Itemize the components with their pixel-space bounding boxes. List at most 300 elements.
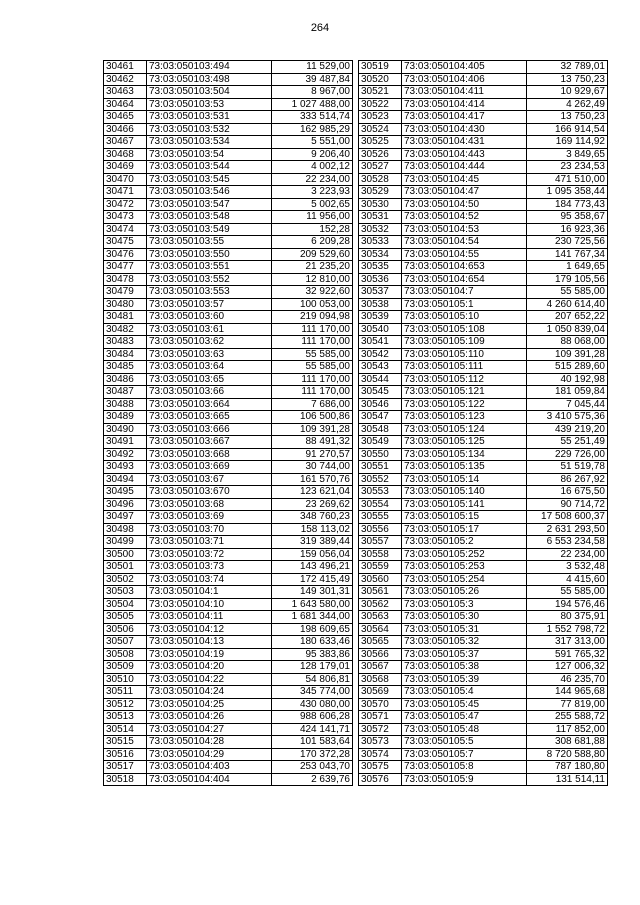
cadastral-number-cell: 73:03:050103:532 [147, 123, 272, 136]
table-row [104, 123, 353, 136]
row-number-cell: 30488 [104, 398, 147, 411]
cadastral-number-cell: 73:03:050104:25 [147, 698, 272, 711]
cadastral-number-cell: 73:03:050103:66 [147, 386, 272, 399]
table-row [104, 523, 353, 536]
value-cell: 209 529,60 [272, 248, 353, 261]
table-row [104, 223, 353, 236]
table-row [104, 286, 353, 299]
value-cell: 39 487,84 [272, 73, 353, 86]
value-cell: 345 774,00 [272, 686, 353, 699]
row-number-cell: 30534 [359, 248, 402, 261]
row-number-cell: 30482 [104, 323, 147, 336]
row-number-cell: 30476 [104, 248, 147, 261]
table-row [359, 511, 608, 524]
table-row [104, 461, 353, 474]
row-number-cell: 30549 [359, 436, 402, 449]
cadastral-number-cell: 73:03:050105:31 [402, 623, 527, 636]
cadastral-number-cell: 73:03:050105:1 [402, 298, 527, 311]
row-number-cell: 30536 [359, 273, 402, 286]
value-cell: 51 519,78 [527, 461, 608, 474]
value-cell: 100 053,00 [272, 298, 353, 311]
value-cell: 111 170,00 [272, 373, 353, 386]
table-row [104, 598, 353, 611]
row-number-cell: 30559 [359, 561, 402, 574]
row-number-cell: 30525 [359, 136, 402, 149]
row-number-cell: 30553 [359, 486, 402, 499]
table-row [104, 173, 353, 186]
cadastral-number-cell: 73:03:050105:15 [402, 511, 527, 524]
value-cell: 11 529,00 [272, 61, 353, 74]
cadastral-number-cell: 73:03:050105:4 [402, 686, 527, 699]
cadastral-number-cell: 73:03:050103:74 [147, 573, 272, 586]
cadastral-number-cell: 73:03:050103:494 [147, 61, 272, 74]
value-cell: 180 633,46 [272, 636, 353, 649]
value-cell: 787 180,80 [527, 761, 608, 774]
row-number-cell: 30561 [359, 586, 402, 599]
table-row [359, 136, 608, 149]
row-number-cell: 30565 [359, 636, 402, 649]
value-cell: 144 965,68 [527, 686, 608, 699]
value-cell: 55 585,00 [272, 361, 353, 374]
registry-table-right [358, 60, 608, 786]
cadastral-number-cell: 73:03:050104:20 [147, 661, 272, 674]
row-number-cell: 30516 [104, 748, 147, 761]
table-row [359, 261, 608, 274]
cadastral-number-cell: 73:03:050105:122 [402, 398, 527, 411]
cadastral-number-cell: 73:03:050105:2 [402, 536, 527, 549]
value-cell: 128 179,01 [272, 661, 353, 674]
cadastral-number-cell: 73:03:050104:654 [402, 273, 527, 286]
cadastral-number-cell: 73:03:050104:47 [402, 186, 527, 199]
row-number-cell: 30466 [104, 123, 147, 136]
table-row [359, 298, 608, 311]
table-row [359, 586, 608, 599]
row-number-cell: 30540 [359, 323, 402, 336]
value-cell: 32 789,01 [527, 61, 608, 74]
table-row [104, 723, 353, 736]
row-number-cell: 30511 [104, 686, 147, 699]
table-row [104, 248, 353, 261]
value-cell: 16 675,50 [527, 486, 608, 499]
value-cell: 3 532,48 [527, 561, 608, 574]
value-cell: 111 170,00 [272, 386, 353, 399]
cadastral-number-cell: 73:03:050105:140 [402, 486, 527, 499]
value-cell: 106 500,86 [272, 411, 353, 424]
table-row [104, 261, 353, 274]
cadastral-number-cell: 73:03:050104:444 [402, 161, 527, 174]
value-cell: 109 391,28 [272, 423, 353, 436]
cadastral-number-cell: 73:03:050104:431 [402, 136, 527, 149]
table-row [359, 498, 608, 511]
cadastral-number-cell: 73:03:050103:547 [147, 198, 272, 211]
cadastral-number-cell: 73:03:050104:54 [402, 236, 527, 249]
row-number-cell: 30543 [359, 361, 402, 374]
table-row [359, 186, 608, 199]
row-number-cell: 30532 [359, 223, 402, 236]
row-number-cell: 30526 [359, 148, 402, 161]
cadastral-number-cell: 73:03:050103:550 [147, 248, 272, 261]
table-row [104, 486, 353, 499]
cadastral-number-cell: 73:03:050103:534 [147, 136, 272, 149]
cadastral-number-cell: 73:03:050105:17 [402, 523, 527, 536]
cadastral-number-cell: 73:03:050103:70 [147, 523, 272, 536]
value-cell: 111 170,00 [272, 323, 353, 336]
value-cell: 55 585,00 [527, 286, 608, 299]
row-number-cell: 30548 [359, 423, 402, 436]
value-cell: 12 810,00 [272, 273, 353, 286]
row-number-cell: 30465 [104, 111, 147, 124]
table-row [104, 773, 353, 786]
cadastral-number-cell: 73:03:050104:24 [147, 686, 272, 699]
cadastral-number-cell: 73:03:050103:664 [147, 398, 272, 411]
table-row [359, 561, 608, 574]
value-cell: 30 744,00 [272, 461, 353, 474]
row-number-cell: 30557 [359, 536, 402, 549]
table-row [359, 686, 608, 699]
value-cell: 159 056,04 [272, 548, 353, 561]
value-cell: 22 234,00 [272, 173, 353, 186]
value-cell: 117 852,00 [527, 723, 608, 736]
table-row [104, 273, 353, 286]
value-cell: 229 726,00 [527, 448, 608, 461]
table-row [104, 236, 353, 249]
cadastral-number-cell: 73:03:050105:124 [402, 423, 527, 436]
cadastral-number-cell: 73:03:050105:9 [402, 773, 527, 786]
value-cell: 91 270,57 [272, 448, 353, 461]
registry-table-left [103, 60, 353, 786]
value-cell: 5 551,00 [272, 136, 353, 149]
row-number-cell: 30500 [104, 548, 147, 561]
table-row [104, 498, 353, 511]
value-cell: 55 585,00 [272, 348, 353, 361]
table-row [359, 486, 608, 499]
row-number-cell: 30475 [104, 236, 147, 249]
table-row [104, 186, 353, 199]
row-number-cell: 30471 [104, 186, 147, 199]
row-number-cell: 30472 [104, 198, 147, 211]
row-number-cell: 30556 [359, 523, 402, 536]
cadastral-number-cell: 73:03:050103:667 [147, 436, 272, 449]
cadastral-number-cell: 73:03:050104:12 [147, 623, 272, 636]
table-row [104, 211, 353, 224]
value-cell: 170 372,28 [272, 748, 353, 761]
cadastral-number-cell: 73:03:050105:254 [402, 573, 527, 586]
table-row [104, 536, 353, 549]
row-number-cell: 30547 [359, 411, 402, 424]
table-row [359, 386, 608, 399]
row-number-cell: 30496 [104, 498, 147, 511]
row-number-cell: 30528 [359, 173, 402, 186]
table-row [359, 398, 608, 411]
table-row [359, 73, 608, 86]
cadastral-number-cell: 73:03:050104:1 [147, 586, 272, 599]
value-cell: 162 985,29 [272, 123, 353, 136]
table-row [359, 161, 608, 174]
cadastral-number-cell: 73:03:050105:110 [402, 348, 527, 361]
value-cell: 1 552 798,72 [527, 623, 608, 636]
value-cell: 127 006,32 [527, 661, 608, 674]
cadastral-number-cell: 73:03:050103:669 [147, 461, 272, 474]
cadastral-number-cell: 73:03:050103:61 [147, 323, 272, 336]
cadastral-number-cell: 73:03:050103:544 [147, 161, 272, 174]
cadastral-number-cell: 73:03:050103:62 [147, 336, 272, 349]
table-row [104, 311, 353, 324]
value-cell: 8 967,00 [272, 86, 353, 99]
cadastral-number-cell: 73:03:050105:109 [402, 336, 527, 349]
row-number-cell: 30505 [104, 611, 147, 624]
row-number-cell: 30494 [104, 473, 147, 486]
value-cell: 55 585,00 [527, 586, 608, 599]
value-cell: 4 415,60 [527, 573, 608, 586]
table-row [359, 773, 608, 786]
row-number-cell: 30520 [359, 73, 402, 86]
table-row [104, 73, 353, 86]
value-cell: 88 068,00 [527, 336, 608, 349]
row-number-cell: 30541 [359, 336, 402, 349]
cadastral-number-cell: 73:03:050103:553 [147, 286, 272, 299]
row-number-cell: 30531 [359, 211, 402, 224]
row-number-cell: 30461 [104, 61, 147, 74]
row-number-cell: 30521 [359, 86, 402, 99]
value-cell: 4 262,49 [527, 98, 608, 111]
table-row [104, 136, 353, 149]
value-cell: 80 375,91 [527, 611, 608, 624]
cadastral-number-cell: 73:03:050104:27 [147, 723, 272, 736]
value-cell: 10 929,67 [527, 86, 608, 99]
row-number-cell: 30467 [104, 136, 147, 149]
table-row [359, 423, 608, 436]
cadastral-number-cell: 73:03:050105:141 [402, 498, 527, 511]
row-number-cell: 30489 [104, 411, 147, 424]
row-number-cell: 30514 [104, 723, 147, 736]
row-number-cell: 30462 [104, 73, 147, 86]
row-number-cell: 30537 [359, 286, 402, 299]
table-row [104, 711, 353, 724]
table-row [359, 536, 608, 549]
table-row [359, 523, 608, 536]
page-number: 264 [310, 22, 330, 34]
cadastral-number-cell: 73:03:050105:48 [402, 723, 527, 736]
value-cell: 13 750,23 [527, 111, 608, 124]
cadastral-number-cell: 73:03:050104:19 [147, 648, 272, 661]
table-row [359, 473, 608, 486]
value-cell: 16 923,36 [527, 223, 608, 236]
table-row [359, 123, 608, 136]
table-row [359, 173, 608, 186]
row-number-cell: 30510 [104, 673, 147, 686]
cadastral-number-cell: 73:03:050105:125 [402, 436, 527, 449]
value-cell: 207 652,22 [527, 311, 608, 324]
value-cell: 179 105,56 [527, 273, 608, 286]
cadastral-number-cell: 73:03:050104:411 [402, 86, 527, 99]
cadastral-number-cell: 73:03:050104:406 [402, 73, 527, 86]
row-number-cell: 30574 [359, 748, 402, 761]
table-row [104, 586, 353, 599]
cadastral-number-cell: 73:03:050105:26 [402, 586, 527, 599]
cadastral-number-cell: 73:03:050103:54 [147, 148, 272, 161]
table-row [104, 436, 353, 449]
row-number-cell: 30542 [359, 348, 402, 361]
cadastral-number-cell: 73:03:050103:548 [147, 211, 272, 224]
table-row [359, 711, 608, 724]
value-cell: 4 002,12 [272, 161, 353, 174]
value-cell: 7 686,00 [272, 398, 353, 411]
value-cell: 3 223,93 [272, 186, 353, 199]
cadastral-number-cell: 73:03:050104:417 [402, 111, 527, 124]
value-cell: 95 383,86 [272, 648, 353, 661]
cadastral-number-cell: 73:03:050105:47 [402, 711, 527, 724]
cadastral-number-cell: 73:03:050104:52 [402, 211, 527, 224]
row-number-cell: 30497 [104, 511, 147, 524]
table-row [104, 561, 353, 574]
value-cell: 158 113,02 [272, 523, 353, 536]
row-number-cell: 30483 [104, 336, 147, 349]
row-number-cell: 30513 [104, 711, 147, 724]
cadastral-number-cell: 73:03:050105:14 [402, 473, 527, 486]
value-cell: 161 570,76 [272, 473, 353, 486]
row-number-cell: 30533 [359, 236, 402, 249]
row-number-cell: 30463 [104, 86, 147, 99]
table-row [359, 286, 608, 299]
cadastral-number-cell: 73:03:050103:549 [147, 223, 272, 236]
table-row [359, 348, 608, 361]
row-number-cell: 30558 [359, 548, 402, 561]
table-row [359, 623, 608, 636]
table-row [104, 611, 353, 624]
row-number-cell: 30572 [359, 723, 402, 736]
cadastral-number-cell: 73:03:050104:28 [147, 736, 272, 749]
table-row [359, 98, 608, 111]
row-number-cell: 30478 [104, 273, 147, 286]
table-row [359, 198, 608, 211]
value-cell: 1 027 488,00 [272, 98, 353, 111]
cadastral-number-cell: 73:03:050103:63 [147, 348, 272, 361]
cadastral-number-cell: 73:03:050105:121 [402, 386, 527, 399]
cadastral-number-cell: 73:03:050103:65 [147, 373, 272, 386]
cadastral-number-cell: 73:03:050103:665 [147, 411, 272, 424]
table-row [104, 86, 353, 99]
table-row [359, 223, 608, 236]
table-row [359, 548, 608, 561]
cadastral-number-cell: 73:03:050103:55 [147, 236, 272, 249]
table-row [359, 248, 608, 261]
table-row [359, 148, 608, 161]
row-number-cell: 30551 [359, 461, 402, 474]
row-number-cell: 30555 [359, 511, 402, 524]
value-cell: 21 235,20 [272, 261, 353, 274]
cadastral-number-cell: 73:03:050103:551 [147, 261, 272, 274]
row-number-cell: 30567 [359, 661, 402, 674]
cadastral-number-cell: 73:03:050105:3 [402, 598, 527, 611]
table-row [104, 386, 353, 399]
cadastral-number-cell: 73:03:050105:134 [402, 448, 527, 461]
row-number-cell: 30545 [359, 386, 402, 399]
value-cell: 2 639,76 [272, 773, 353, 786]
table-row [359, 748, 608, 761]
row-number-cell: 30490 [104, 423, 147, 436]
value-cell: 4 260 614,40 [527, 298, 608, 311]
table-row [104, 198, 353, 211]
value-cell: 3 849,65 [527, 148, 608, 161]
value-cell: 95 358,67 [527, 211, 608, 224]
cadastral-number-cell: 73:03:050103:71 [147, 536, 272, 549]
row-number-cell: 30477 [104, 261, 147, 274]
cadastral-number-cell: 73:03:050105:10 [402, 311, 527, 324]
table-row [104, 61, 353, 74]
value-cell: 1 681 344,00 [272, 611, 353, 624]
table-row [104, 323, 353, 336]
table-row [104, 336, 353, 349]
table-row [104, 573, 353, 586]
cadastral-number-cell: 73:03:050103:67 [147, 473, 272, 486]
value-cell: 23 234,53 [527, 161, 608, 174]
table-row [359, 461, 608, 474]
row-number-cell: 30504 [104, 598, 147, 611]
row-number-cell: 30568 [359, 673, 402, 686]
row-number-cell: 30486 [104, 373, 147, 386]
row-number-cell: 30552 [359, 473, 402, 486]
row-number-cell: 30566 [359, 648, 402, 661]
value-cell: 40 192,98 [527, 373, 608, 386]
value-cell: 2 631 293,50 [527, 523, 608, 536]
table-row [359, 598, 608, 611]
cadastral-number-cell: 73:03:050105:30 [402, 611, 527, 624]
value-cell: 169 114,92 [527, 136, 608, 149]
cadastral-number-cell: 73:03:050105:253 [402, 561, 527, 574]
cadastral-number-cell: 73:03:050105:38 [402, 661, 527, 674]
cadastral-number-cell: 73:03:050103:57 [147, 298, 272, 311]
row-number-cell: 30571 [359, 711, 402, 724]
table-row [359, 361, 608, 374]
row-number-cell: 30473 [104, 211, 147, 224]
table-row [104, 673, 353, 686]
row-number-cell: 30469 [104, 161, 147, 174]
row-number-cell: 30515 [104, 736, 147, 749]
value-cell: 11 956,00 [272, 211, 353, 224]
cadastral-number-cell: 73:03:050104:45 [402, 173, 527, 186]
table-row [359, 661, 608, 674]
value-cell: 55 251,49 [527, 436, 608, 449]
table-row [104, 448, 353, 461]
row-number-cell: 30468 [104, 148, 147, 161]
value-cell: 141 767,34 [527, 248, 608, 261]
table-row [104, 511, 353, 524]
table-row [104, 411, 353, 424]
value-cell: 471 510,00 [527, 173, 608, 186]
row-number-cell: 30522 [359, 98, 402, 111]
row-number-cell: 30550 [359, 448, 402, 461]
row-number-cell: 30575 [359, 761, 402, 774]
row-number-cell: 30499 [104, 536, 147, 549]
value-cell: 131 514,11 [527, 773, 608, 786]
value-cell: 253 043,70 [272, 761, 353, 774]
row-number-cell: 30517 [104, 761, 147, 774]
row-number-cell: 30530 [359, 198, 402, 211]
cadastral-number-cell: 73:03:050104:403 [147, 761, 272, 774]
table-row [359, 648, 608, 661]
cadastral-number-cell: 73:03:050104:10 [147, 598, 272, 611]
row-number-cell: 30470 [104, 173, 147, 186]
table-row [359, 211, 608, 224]
row-number-cell: 30503 [104, 586, 147, 599]
table-row [104, 661, 353, 674]
value-cell: 123 621,04 [272, 486, 353, 499]
cadastral-number-cell: 73:03:050104:22 [147, 673, 272, 686]
table-row [104, 98, 353, 111]
value-cell: 54 806,81 [272, 673, 353, 686]
value-cell: 348 760,23 [272, 511, 353, 524]
row-number-cell: 30523 [359, 111, 402, 124]
